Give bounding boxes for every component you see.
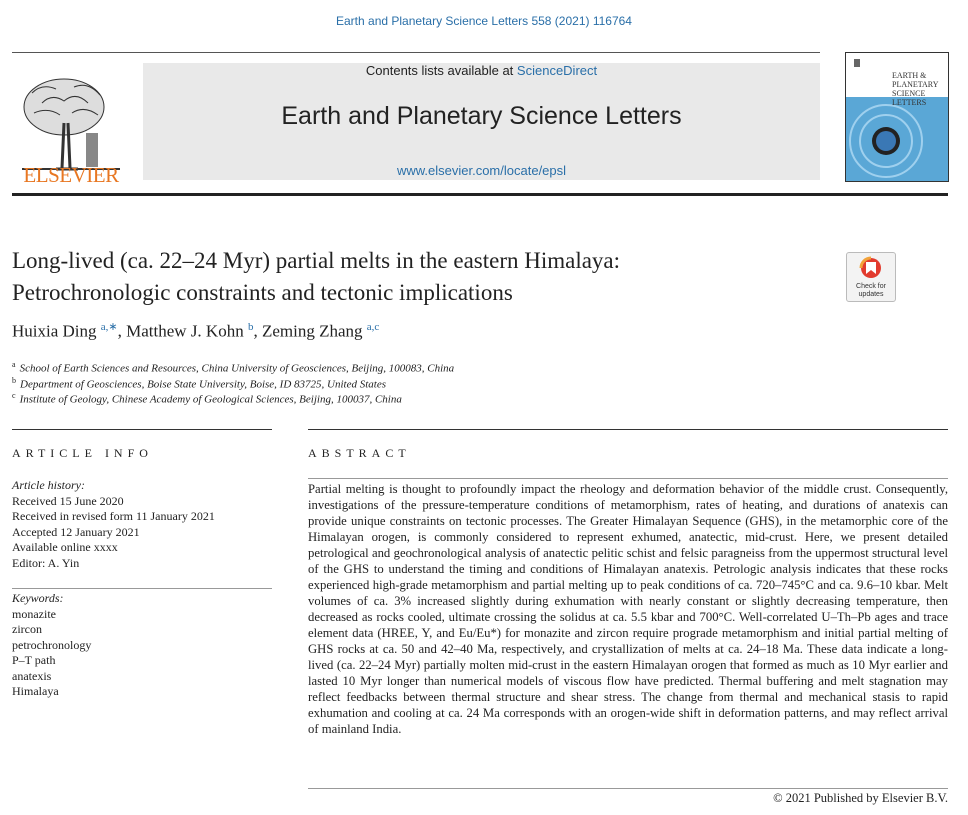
history-received: Received 15 June 2020 [12,493,124,508]
abstract-text: Partial melting is thought to profoundly impact the rheology and deformation behavior of the middle crust. Consequently, investigations of the pressure-temperature conditions of metamorphism, rates of heating, and durations of anatexis can provide unique constraints on tectonic processes. The Greater Himalayan Sequence (GHS), in the metamorphic core of the Himalayan orogen, is commonly considered to represent exhumed, anatectic, mid-crust. Here, we present detailed petrological and geochronological analysis of anatectic pelitic schist and felsic paragneiss from the uppermost structural level of the GHS to understand the timing and conditions of Himalayan anatexis. Petrologic analysis indicates that these rocks experienced high-grade metamorphism and partial melting up to peak conditions of ca. 720–745°C and ca. 9.6–10 kbar. Melt volumes of ca. 3% increased slightly during exhumation with nearly constant or slightly decreasing temperature, then decreased as rocks cooled, ultimate crossing the solidus at ca. 5.5 kbar and 700°C. Well-correlated U–Th–Pb ages and trace element data (HREE, Y, and Eu/Eu*) for monazite and zircon require prograde metamorphism and initial partial melting of GHS rocks at ca. 50 and 42–40 Ma, respectively, and crystallization of melts at ca. 24–18 Ma. These data indicate a long-lived (ca. 22–24 Myr) partially molten mid-crust in the eastern Himalayan orogen that formed as much as 10 Myr earlier and lasted 10 Myr longer than numerical models of viscous flow have predicted. Thermal buffering and melt stagnation may reflect feedbacks between thermal structure and shear stress. The change from thermal and mechanical stasis to rapid exhumation and cooling at ca. 24 Ma corresponds with an orogen-wide shift in deformation patterns, and may reflect arrival of mainland India. [308,482,948,736]
author-name[interactable]: Huixia Ding [12,321,97,341]
keywords-divider [12,588,272,589]
affiliation [12,360,454,375]
article-info-heading: ARTICLE INFO [12,446,153,460]
keyword[interactable]: monazite [12,606,56,621]
affiliation-mark: b [12,376,16,385]
keywords-block [12,591,272,700]
affiliation-text: Department of Geosciences, Boise State University, Boise, ID 83725, United States [20,378,386,391]
check-updates-icon [847,253,895,283]
affiliation-text: Institute of Geology, Chinese Academy of Geological Sciences, Beijing, 100037, China [19,393,402,406]
author-affiliation-marker[interactable]: a,c [366,321,380,333]
history-accepted: Accepted 12 January 2021 [12,524,140,539]
history-online: Available online xxxx [12,540,118,554]
keyword[interactable]: zircon [12,622,42,636]
history-editor: Editor: A. Yin [12,555,80,570]
article-history [12,478,272,571]
keyword[interactable]: Himalaya [12,684,59,698]
affiliation [12,391,402,406]
article-title-line-1: Long-lived (ca. 22–24 Myr) partial melts in the eastern Himalaya: [12,248,621,273]
keyword[interactable]: anatexis [12,668,52,683]
header-divider [12,52,820,53]
author-affiliation-marker[interactable]: a,∗ [100,321,118,333]
abstract-rule [308,429,948,430]
cover-title: EARTH & PLANETARY SCIENCE LETTERS [892,71,939,107]
author-affiliation-marker[interactable]: b [247,321,254,333]
author-name[interactable]: Zeming Zhang [261,321,363,341]
journal-url-link[interactable]: www.elsevier.com/locate/epsl [396,163,567,178]
contents-prefix: Contents lists available at [365,63,514,78]
header-thick-rule [12,193,948,196]
journal-cover-image[interactable] [845,52,949,182]
keyword[interactable]: petrochronology [12,637,92,652]
copyright-notice: © 2021 Published by Elsevier B.V. [773,791,948,805]
elsevier-wordmark: ELSEVIER [23,163,119,187]
affiliation-mark: c [12,391,16,400]
article-title-line-2: Petrochronologic constraints and tectonic implications [12,280,513,305]
affiliation-text: School of Earth Sciences and Resources, China University of Geosciences, Beijing, 100083, China [19,362,455,375]
article-info-rule [12,429,272,430]
history-label: Article history: [12,478,85,492]
history-revised: Received in revised form 11 January 2021 [12,509,215,523]
check-for-updates-label: Check for updates [856,283,886,298]
affiliation [12,376,386,391]
keyword[interactable]: P–T path [12,653,56,667]
author-name[interactable]: Matthew J. Kohn [126,321,244,341]
check-for-updates-button[interactable] [846,252,896,302]
author-list: Huixia Ding $^{a,∗}$, Matthew J. Kohn $^b$, Zeming Zhang $^{a,c}$ [12,321,380,341]
sciencedirect-link[interactable]: ScienceDirect [516,63,598,78]
journal-title: Earth and Planetary Science Letters [281,102,682,130]
contents-line [143,63,820,78]
keywords-label: Keywords: [12,591,64,605]
journal-reference[interactable]: Earth and Planetary Science Letters 558 (2021) 116764 [336,14,632,28]
journal-banner [143,63,820,180]
article-title [12,245,832,309]
abstract-heading: ABSTRACT [308,446,411,460]
affiliation-mark: a [12,360,16,369]
